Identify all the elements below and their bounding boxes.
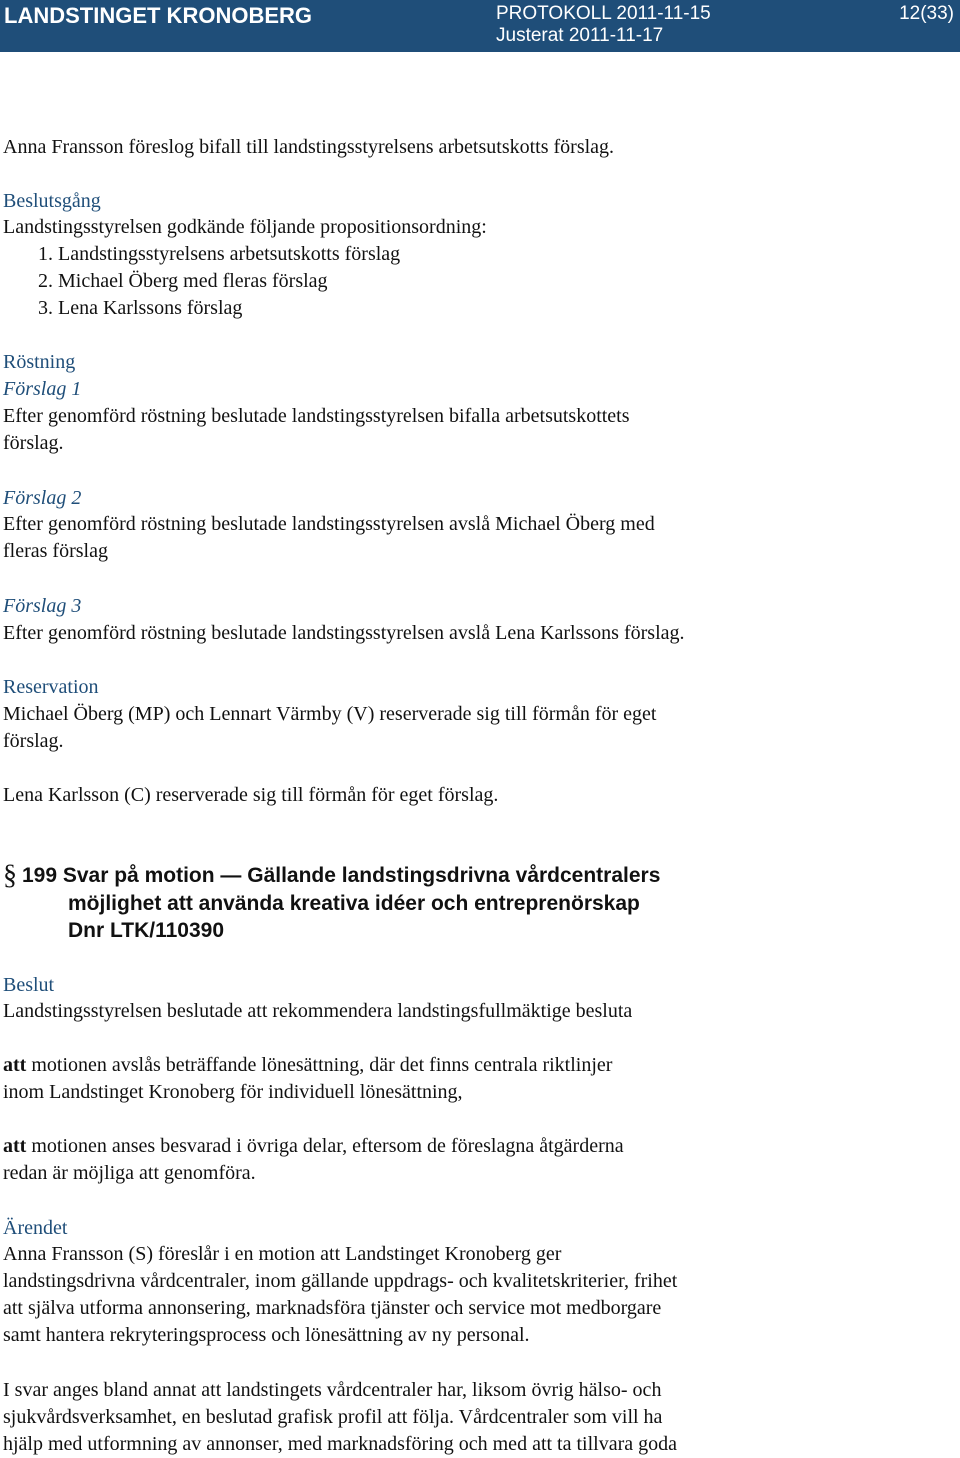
section-sign-icon: § (3, 860, 17, 891)
rostning-heading: Röstning (3, 351, 76, 373)
forslag2-text: fleras förslag (3, 540, 108, 562)
svar-text: I svar anges bland annat att landstingets vårdcentraler har, liksom övrig hälso- och (3, 1379, 662, 1401)
reservation-text: Lena Karlsson (C) reserverade sig till förmån för eget förslag. (3, 784, 499, 806)
beslutsgang-heading: Beslutsgång (3, 190, 101, 212)
att-keyword: att (3, 1135, 27, 1157)
header-justerat-date: Justerat 2011-11-17 (496, 25, 664, 46)
svar-text: hjälp med utformning av annonser, med marknadsföring och med att ta tillvara goda (3, 1433, 678, 1455)
proposition-item: 1. Landstingsstyrelsens arbetsutskotts förslag (38, 243, 401, 265)
header-page-number: 12(33) (899, 3, 954, 24)
header-organization: LANDSTINGET KRONOBERG (4, 3, 312, 28)
att-clause-text: motionen anses besvarad i övriga delar, eftersom de föreslagna åtgärderna (26, 1135, 624, 1157)
arendet-text: att själva utforma annonsering, marknadsföra tjänster och service mot medborgare (3, 1297, 662, 1319)
section-dnr: Dnr LTK/110390 (68, 919, 225, 942)
arendet-heading: Ärendet (3, 1217, 68, 1239)
reservation-text: Michael Öberg (MP) och Lennart Värmby (V) reserverade sig till förmån för eget (3, 703, 657, 725)
page-header (0, 0, 960, 52)
proposition-item: 2. Michael Öberg med fleras förslag (38, 270, 328, 292)
att-clause (3, 1133, 624, 1160)
proposition-item: 3. Lena Karlssons förslag (38, 297, 243, 319)
arendet-text: Anna Fransson (S) föreslår i en motion att Landstinget Kronoberg ger (3, 1243, 562, 1265)
forslag3-text: Efter genomförd röstning beslutade landstingsstyrelsen avslå Lena Karlssons förslag. (3, 622, 685, 644)
forslag2-heading: Förslag 2 (3, 487, 82, 509)
section-title: 199 Svar på motion — Gällande landstingsdrivna vårdcentralers (22, 864, 661, 887)
att-clause-text: redan är möjliga att genomföra. (3, 1162, 256, 1184)
arendet-text: landstingsdrivna vårdcentraler, inom gällande uppdrags- och kvalitetskriterier, frihet (3, 1270, 678, 1292)
att-clause-text: motionen avslås beträffande lönesättning, där det finns centrala riktlinjer (26, 1054, 613, 1076)
svar-text: sjukvårdsverksamhet, en beslutad grafisk profil att följa. Vårdcentraler som vill ha (3, 1406, 663, 1428)
reservation-heading: Reservation (3, 676, 99, 698)
forslag3-heading: Förslag 3 (3, 595, 82, 617)
reservation-text: förslag. (3, 730, 64, 752)
beslut-text: Landstingsstyrelsen beslutade att rekommendera landstingsfullmäktige besluta (3, 1000, 633, 1022)
section-title: möjlighet att använda kreativa idéer och entreprenörskap (68, 892, 640, 915)
arendet-text: samt hantera rekryteringsprocess och lönesättning av ny personal. (3, 1324, 530, 1346)
beslut-heading: Beslut (3, 974, 55, 996)
att-clause-text: inom Landstinget Kronoberg för individuell lönesättning, (3, 1081, 463, 1103)
beslutsgang-text: Landstingsstyrelsen godkände följande propositionsordning: (3, 216, 487, 238)
att-clause (3, 1052, 612, 1079)
intro-paragraph: Anna Fransson föreslog bifall till landstingsstyrelsens arbetsutskotts förslag. (3, 136, 615, 158)
forslag1-text: Efter genomförd röstning beslutade landstingsstyrelsen bifalla arbetsutskottets (3, 405, 630, 427)
att-keyword: att (3, 1054, 27, 1076)
header-protocol-date: PROTOKOLL 2011-11-15 (496, 3, 711, 24)
forslag2-text: Efter genomförd röstning beslutade landstingsstyrelsen avslå Michael Öberg med (3, 513, 655, 535)
forslag1-text: förslag. (3, 432, 64, 454)
forslag1-heading: Förslag 1 (3, 378, 82, 400)
